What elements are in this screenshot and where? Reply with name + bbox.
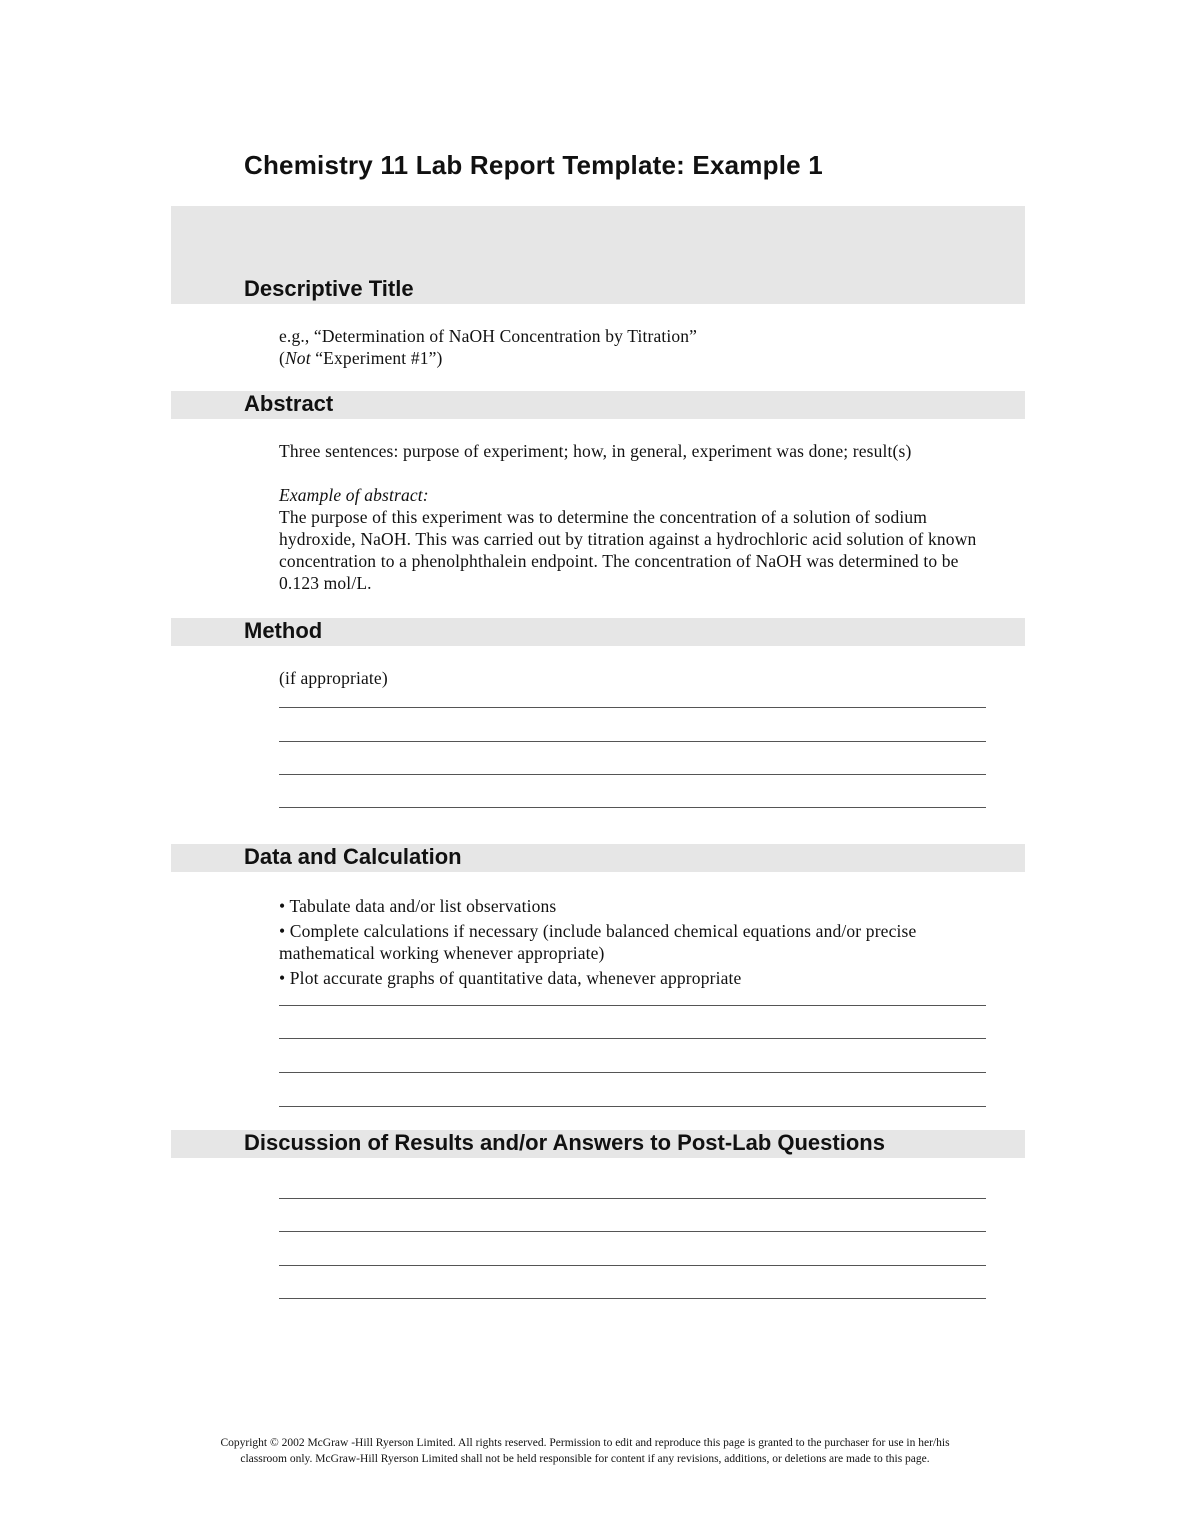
not-word: Not [284, 348, 311, 368]
abstract-instruction: Three sentences: purpose of experiment; how, in general, experiment was done; result(s) [279, 441, 912, 461]
section-heading-data-calculation: Data and Calculation [244, 844, 462, 869]
descriptive-title-not-line [279, 347, 989, 369]
method-writing-line [279, 707, 986, 708]
abstract-example [279, 484, 991, 594]
section-heading-method: Method [244, 618, 323, 643]
descriptive-title-example-line: e.g., “Determination of NaOH Concentration by Titration” [279, 326, 698, 346]
abstract-example-label: Example of abstract: [279, 485, 429, 505]
discussion-writing-line [279, 1298, 986, 1299]
discussion-writing-line [279, 1231, 986, 1232]
method-writing-line [279, 774, 986, 775]
discussion-writing-line [279, 1198, 986, 1199]
descriptive-title-example [279, 325, 989, 369]
bullet-item: • Plot accurate graphs of quantitative data, whenever appropriate [279, 968, 742, 988]
data-writing-line [279, 1005, 986, 1006]
document-title: Chemistry 11 Lab Report Template: Example 1 [244, 150, 823, 180]
data-writing-line [279, 1038, 986, 1039]
method-writing-line [279, 807, 986, 808]
copyright-footer [170, 1435, 1000, 1467]
discussion-writing-line [279, 1265, 986, 1266]
footer-line: Copyright © 2002 McGraw -Hill Ryerson Limited. All rights reserved. Permission to edit and reproduce this page is granted to the purchaser for use in her/his [220, 1437, 950, 1449]
data-calculation-bullets [279, 895, 991, 989]
section-band-abstract [171, 391, 1025, 419]
data-writing-line [279, 1106, 986, 1107]
not-open-paren: ( [279, 348, 285, 368]
data-writing-line [279, 1072, 986, 1073]
method-writing-line [279, 741, 986, 742]
not-rest: “Experiment #1”) [310, 348, 443, 368]
bullet-item: • Complete calculations if necessary (include balanced chemical equations and/or precise mathematical working whenever appropriate) [279, 921, 917, 963]
section-band-data-calculation [171, 844, 1025, 872]
section-heading-descriptive-title: Descriptive Title [244, 276, 414, 301]
abstract-example-text: The purpose of this experiment was to determine the concentration of a solution of sodium hydroxide, NaOH. This was carried out by titration against a hydrochloric acid solution of known concentration to a phenolphthalein endpoint. The concentration of NaOH was determined to be 0.123 mol/L. [279, 507, 977, 593]
method-note: (if appropriate) [279, 668, 388, 688]
section-band-descriptive-title [171, 206, 1025, 304]
section-heading-discussion: Discussion of Results and/or Answers to Post-Lab Questions [244, 1130, 885, 1155]
footer-line: classroom only. McGraw-Hill Ryerson Limited shall not be held responsible for content if any revisions, additions, or deletions are made to this page. [240, 1453, 930, 1465]
bullet-item: • Tabulate data and/or list observations [279, 896, 557, 916]
section-band-discussion [171, 1130, 1025, 1158]
section-band-method [171, 618, 1025, 646]
section-heading-abstract: Abstract [244, 391, 334, 416]
